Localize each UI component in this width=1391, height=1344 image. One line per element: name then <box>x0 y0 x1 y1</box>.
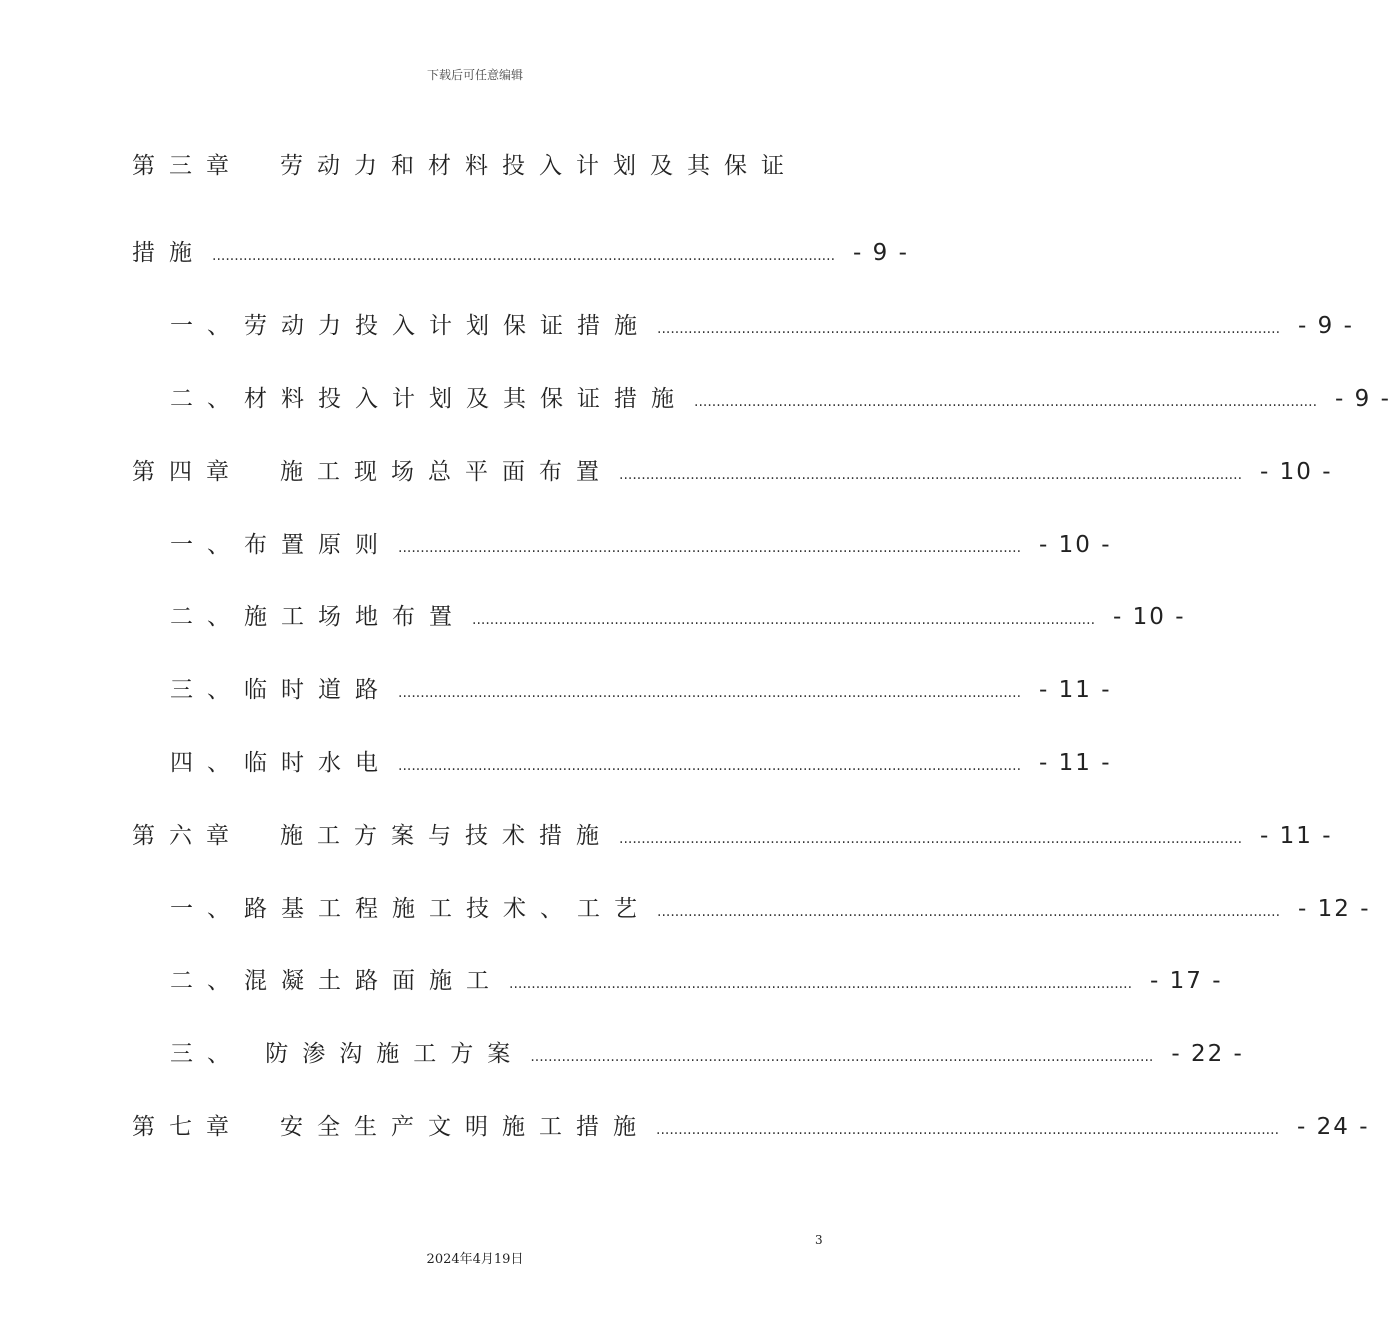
footer-date: 2024年4月19日 <box>426 1252 524 1267</box>
toc-entry[interactable] <box>170 310 1354 342</box>
toc-entry-label: 二、施工场地布置 <box>170 604 466 630</box>
toc-entry-page: - 12 - <box>1298 896 1371 922</box>
toc-entry[interactable] <box>132 237 909 269</box>
toc-entry-label: 三、临时道路 <box>170 677 392 703</box>
toc-entry[interactable] <box>170 893 1371 925</box>
toc-entry[interactable] <box>170 383 1391 415</box>
toc-entry-label: 二、混凝土路面施工 <box>170 968 503 994</box>
page-number: 3 <box>815 1233 823 1247</box>
toc-entry-label: 一、路基工程施工技术、工艺 <box>170 896 651 922</box>
toc-leader-dots: ............................................................................................................................................ <box>619 467 1243 483</box>
toc-entry[interactable] <box>132 150 822 182</box>
toc-entry-page: - 10 - <box>1113 604 1186 630</box>
toc-leader-dots: ............................................................................................................................................ <box>694 394 1318 410</box>
toc-leader-dots: ............................................................................................................................................ <box>619 831 1243 847</box>
toc-leader-dots: ............................................................................................................................................ <box>472 612 1096 628</box>
toc-entry[interactable] <box>170 529 1112 561</box>
toc-entry[interactable] <box>170 747 1112 779</box>
toc-entry-label: 一、劳动力投入计划保证措施 <box>170 313 651 339</box>
toc-entry-page: - 9 - <box>1298 313 1354 339</box>
toc-entry[interactable] <box>132 456 1333 488</box>
toc-leader-dots: ............................................................................................................................................ <box>657 904 1281 920</box>
toc-entry[interactable] <box>170 1038 1244 1070</box>
toc-entry-page: - 10 - <box>1260 459 1333 485</box>
toc-leader-dots: ............................................................................................................................................ <box>530 1049 1154 1065</box>
toc-entry[interactable] <box>132 820 1333 852</box>
toc-entry-page: - 9 - <box>853 240 909 266</box>
toc-leader-dots: ............................................................................................................................................ <box>212 248 836 264</box>
toc-entry-label: 第六章 施工方案与技术措施 <box>132 823 613 849</box>
toc-entry-label: 三、 防渗沟施工方案 <box>170 1041 525 1067</box>
toc-entry-label: 一、布置原则 <box>170 532 392 558</box>
toc-entry-page: - 22 - <box>1171 1041 1244 1067</box>
toc-leader-dots: ............................................................................................................................................ <box>398 758 1022 774</box>
toc-entry-page: - 10 - <box>1039 532 1112 558</box>
toc-leader-dots: ............................................................................................................................................ <box>656 1122 1280 1138</box>
toc-entry-label: 第三章 劳动力和材料投入计划及其保证 <box>132 153 798 179</box>
toc-entry-label: 措施 <box>132 240 206 266</box>
toc-entry[interactable] <box>170 601 1186 633</box>
toc-entry-page: - 24 - <box>1297 1114 1370 1140</box>
toc-leader-dots: ............................................................................................................................................ <box>657 321 1281 337</box>
toc-leader-dots: ............................................................................................................................................ <box>398 685 1022 701</box>
page-header: 下载后可任意编辑 <box>426 68 523 82</box>
toc-entry-label: 第四章 施工现场总平面布置 <box>132 459 613 485</box>
toc-entry-page: - 11 - <box>1039 750 1112 776</box>
toc-leader-dots: ............................................................................................................................................ <box>509 976 1133 992</box>
toc-entry-page: - 11 - <box>1039 677 1112 703</box>
toc-entry-page: - 9 - <box>1335 386 1391 412</box>
toc-entry[interactable] <box>170 674 1112 706</box>
toc-entry[interactable] <box>170 965 1223 997</box>
toc-entry-label: 第七章 安全生产文明施工措施 <box>132 1114 650 1140</box>
toc-leader-dots: ............................................................................................................................................ <box>398 540 1022 556</box>
toc-entry-page: - 11 - <box>1260 823 1333 849</box>
toc-entry[interactable] <box>132 1111 1370 1143</box>
toc-entry-page: - 17 - <box>1150 968 1223 994</box>
toc-entry-label: 四、临时水电 <box>170 750 392 776</box>
toc-entry-label: 二、材料投入计划及其保证措施 <box>170 386 688 412</box>
